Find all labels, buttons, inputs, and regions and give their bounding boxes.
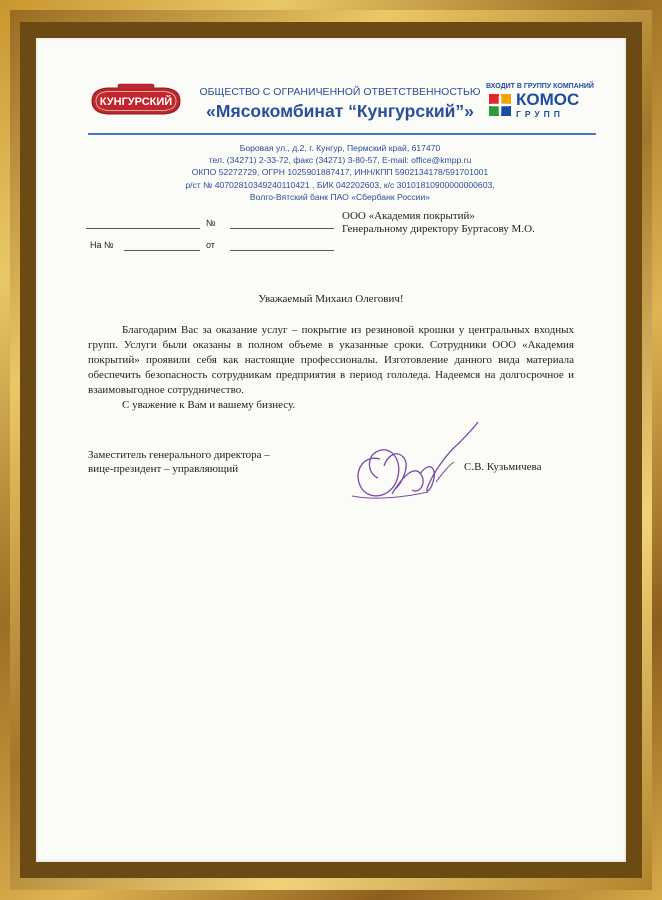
signatory-title-line: вице-президент – управляющий <box>88 463 239 475</box>
closing-line: С уважение к Вам и вашему бизнесу. <box>122 399 296 411</box>
group-label: ВХОДИТ В ГРУППУ КОМПАНИЙ <box>486 83 594 90</box>
contact-line: тел. (34271) 2-33-72, факс (34271) 3-80-57, E-mail: office@kmpp.ru <box>208 155 472 166</box>
org-name: «Мясокомбинат “Кунгурский”» <box>206 101 474 121</box>
from-label: от <box>206 240 215 250</box>
letter-sheet <box>36 38 626 862</box>
body-paragraph: Благодарим Вас за оказание услуг – покрытие из резиновой крошки у центральных входных групп. Услуги были оказаны в полном объеме в указанные сроки. Сотрудники ООО «Академия покрытий» проявили себя как настоящие профессионалы. Изготовление данного вида материала обеспечить безопасность сотрудникам предприятия в период гололеда. Надеемся на долгосрочное и взаимовыгодное сотрудничество. <box>88 324 574 396</box>
addressee <box>342 210 535 236</box>
addressee-company: ООО «Академия покрытий» <box>342 210 475 222</box>
addressee-person: Генеральному директору Буртасову М.О. <box>342 223 535 235</box>
greeting: Уважаемый Михаил Олегович! <box>258 293 404 305</box>
reply-date-line <box>230 250 334 251</box>
signatory-title-line: Заместитель генерального директора – <box>88 449 270 461</box>
group-name: КОМОС <box>516 90 580 109</box>
outgoing-date-line <box>86 228 200 229</box>
group-sub: ГРУПП <box>516 109 564 119</box>
contact-line: р/ст № 40702810349240110421 , БИК 042202603, к/с 30101810900000000603, <box>185 179 495 190</box>
reply-to-label: На № <box>90 240 114 250</box>
reply-number-line <box>124 250 200 251</box>
letter-body <box>88 323 574 413</box>
kungursky-logo <box>88 83 184 119</box>
signatory-name: С.В. Кузьмичева <box>464 461 542 473</box>
contact-details <box>140 142 540 203</box>
handwritten-signature <box>332 404 482 504</box>
org-type: ОБЩЕСТВО С ОГРАНИЧЕННОЙ ОТВЕТСТВЕННОСТЬЮ <box>199 86 481 98</box>
header-divider <box>88 133 596 135</box>
signatory-title <box>88 448 270 476</box>
number-label: № <box>206 218 216 228</box>
contact-line: ОКПО 52272729, ОГРН 1025901887417, ИНН/КПП 5902134178/591701001 <box>191 167 489 178</box>
logo-text: КУНГУРСКИЙ <box>99 96 173 108</box>
outgoing-number-line <box>230 228 334 229</box>
contact-line: Волго-Вятский банк ПАО «Сбербанк России» <box>249 191 431 202</box>
contact-line: Боровая ул., д.2, г. Кунгур, Пермский край, 617470 <box>239 143 441 153</box>
komos-logo-icon <box>488 93 512 117</box>
